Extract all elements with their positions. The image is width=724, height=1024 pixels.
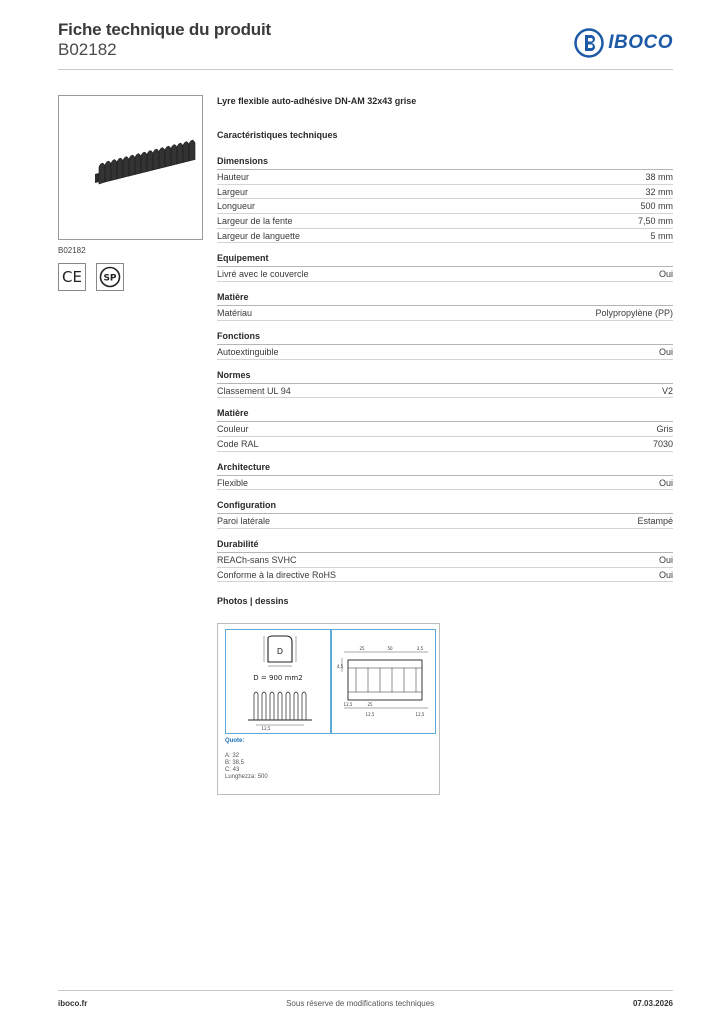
product-name: Lyre flexible auto-adhésive DN-AM 32x43 grise — [217, 96, 417, 106]
svg-text:2,5: 2,5 — [416, 646, 424, 651]
svg-text:12,5: 12,5 — [415, 712, 425, 717]
svg-text:D: D — [276, 647, 284, 656]
svg-text:4,5: 4,5 — [336, 664, 344, 669]
spec-label: Livré avec le couvercle — [217, 269, 309, 280]
spec-value: Oui — [658, 554, 673, 565]
product-image-column — [58, 95, 203, 291]
side-view-panel — [331, 629, 436, 734]
spec-label: Conforme à la directive RoHS — [217, 569, 337, 580]
quote-line: B: 38,5 — [225, 760, 245, 766]
svg-text:12,5: 12,5 — [261, 726, 271, 731]
spec-value: 7030 — [652, 438, 673, 449]
spec-group-title: Matière — [217, 292, 673, 306]
iboco-logo-icon — [574, 28, 604, 58]
spec-row — [217, 229, 673, 244]
spec-group-title: Normes — [217, 370, 673, 384]
spec-group-title: Equipement — [217, 253, 673, 267]
spec-group — [217, 370, 673, 399]
spec-value: Estampé — [637, 516, 673, 527]
spec-label: Autoextinguible — [217, 346, 279, 357]
spec-value: Oui — [658, 269, 673, 280]
svg-text:12,5: 12,5 — [365, 712, 375, 717]
quote-line: Lunghezza: 500 — [225, 774, 268, 780]
svg-text:25: 25 — [367, 702, 373, 707]
product-image — [58, 95, 203, 240]
cross-section-panel — [225, 629, 331, 734]
spec-row — [217, 214, 673, 229]
svg-text:25: 25 — [359, 646, 365, 651]
logo-text: IBOCO — [608, 32, 673, 53]
footer-site-link[interactable]: iboco.fr — [58, 999, 88, 1008]
spec-row — [217, 199, 673, 214]
brand-logo — [574, 28, 673, 58]
specs-title: Caractéristiques techniques — [217, 130, 338, 140]
csa-mark-icon — [96, 263, 124, 291]
quote-line: A: 32 — [225, 753, 240, 759]
spec-group — [217, 500, 673, 529]
spec-row — [217, 384, 673, 399]
spec-value: 7,50 mm — [637, 216, 673, 227]
spec-label: Longueur — [217, 201, 256, 212]
spec-label: Flexible — [217, 477, 249, 488]
svg-text:D = 900 mm2: D = 900 mm2 — [253, 674, 303, 682]
spec-label: Code RAL — [217, 438, 259, 449]
spec-row — [217, 514, 673, 529]
spec-group-title: Fonctions — [217, 331, 673, 345]
quote-line: C: 43 — [225, 767, 240, 773]
spec-value: Oui — [658, 569, 673, 580]
spec-row — [217, 568, 673, 583]
spec-row — [217, 437, 673, 452]
svg-text:50: 50 — [387, 646, 393, 651]
certification-row — [58, 263, 203, 291]
spec-group-title: Matière — [217, 408, 673, 422]
spec-label: Hauteur — [217, 172, 250, 182]
spec-value: 38 mm — [645, 172, 673, 182]
spec-row — [217, 553, 673, 568]
technical-drawing — [217, 623, 440, 795]
spec-value: 5 mm — [650, 230, 673, 241]
spec-group — [217, 539, 673, 582]
spec-row — [217, 267, 673, 282]
page-footer — [58, 990, 673, 1008]
spec-group — [217, 292, 673, 321]
product-code-heading: B02182 — [58, 40, 117, 59]
spec-label: Largeur de la fente — [217, 216, 293, 227]
cable-duct-image — [59, 96, 202, 239]
spec-row — [217, 170, 673, 185]
spec-row — [217, 422, 673, 437]
spec-value: 500 mm — [640, 201, 673, 212]
footer-notice: Sous réserve de modifications techniques — [286, 999, 435, 1008]
spec-label: Couleur — [217, 424, 249, 435]
spec-group — [217, 156, 673, 243]
spec-value: Gris — [656, 424, 673, 435]
spec-column — [217, 96, 673, 606]
footer-date: 07.03.2026 — [632, 999, 673, 1008]
spec-row — [217, 345, 673, 360]
spec-label: Largeur de languette — [217, 230, 301, 241]
svg-text:SP: SP — [103, 273, 117, 284]
spec-group — [217, 462, 673, 491]
spec-value: 32 mm — [645, 186, 673, 197]
spec-group-title: Configuration — [217, 500, 673, 514]
product-code-caption: B02182 — [58, 246, 86, 255]
page-title: Fiche technique du produit — [58, 20, 271, 39]
ce-mark-icon: CE — [58, 263, 86, 291]
photos-title: Photos | dessins — [217, 596, 289, 607]
spec-group — [217, 253, 673, 282]
spec-value: Oui — [658, 346, 673, 357]
svg-text:12,5: 12,5 — [343, 702, 353, 707]
spec-group — [217, 408, 673, 451]
spec-group-title: Dimensions — [217, 156, 673, 170]
spec-value: Polypropylène (PP) — [595, 308, 673, 319]
spec-group-title: Durabilité — [217, 539, 673, 553]
side-view-drawing — [332, 630, 435, 733]
spec-group-title: Architecture — [217, 462, 673, 476]
csa-logo — [99, 266, 121, 288]
spec-label: Classement UL 94 — [217, 385, 291, 396]
spec-label: REACh-sans SVHC — [217, 554, 297, 565]
spec-label: Paroi latérale — [217, 516, 271, 527]
spec-groups — [217, 156, 673, 582]
spec-value: V2 — [661, 385, 673, 396]
spec-group — [217, 331, 673, 360]
page-header — [58, 20, 673, 70]
spec-row — [217, 306, 673, 321]
spec-row — [217, 185, 673, 200]
quote-title: Quote: — [225, 738, 245, 744]
spec-label: Matériau — [217, 308, 253, 319]
cross-section-drawing — [226, 630, 330, 733]
spec-row — [217, 476, 673, 491]
spec-value: Oui — [658, 477, 673, 488]
spec-label: Largeur — [217, 186, 249, 197]
drawing-quote — [225, 738, 268, 781]
